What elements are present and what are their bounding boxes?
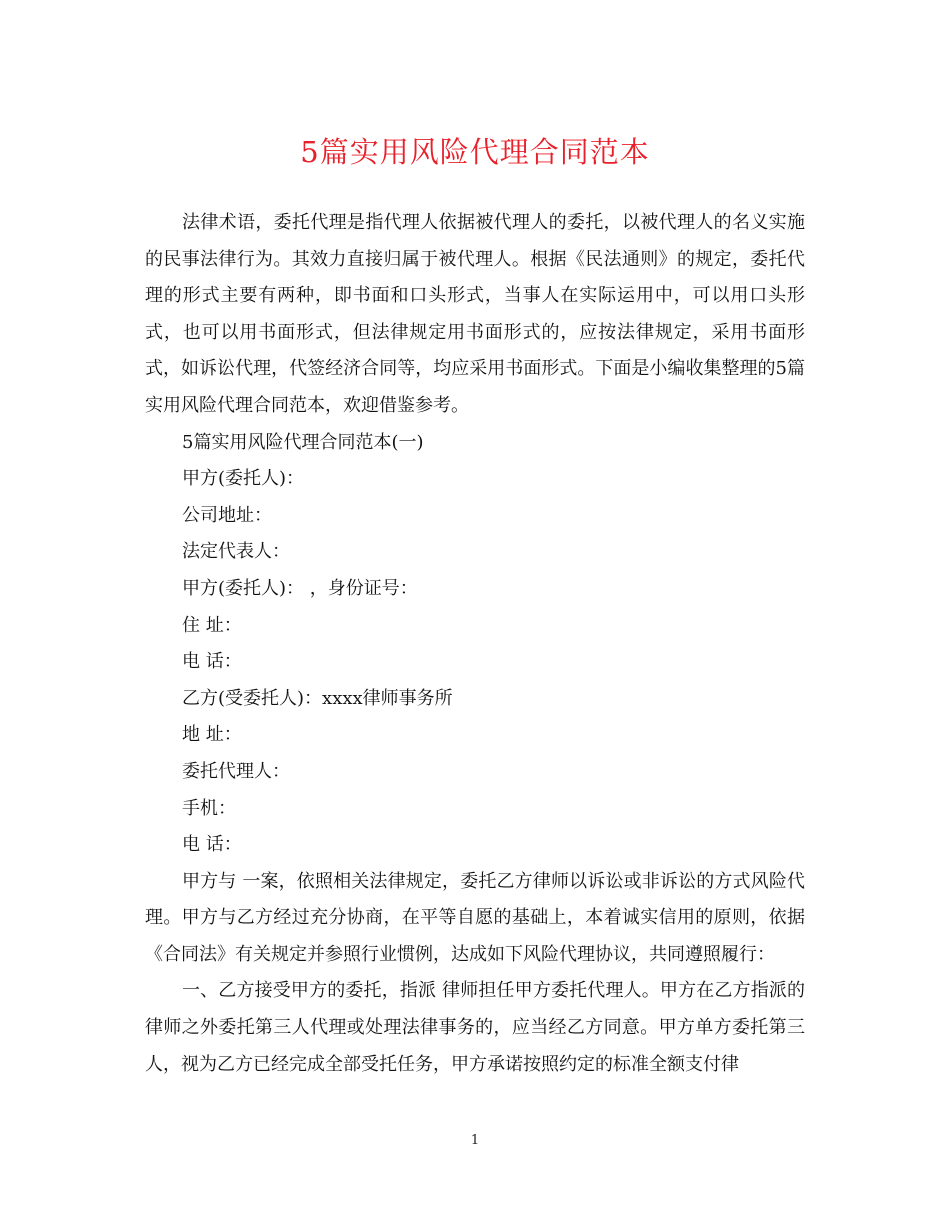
field-line: 手机：: [182, 797, 236, 819]
field-line: 甲方(委托人)： ，身份证号：: [182, 577, 418, 599]
clause-one-paragraph: 一、乙方接受甲方的委托，指派 律师担任甲方委托代理人。甲方在乙方指派的律师之外委托第三人代理或处理法律事务的，应当经乙方同意。甲方单方委托第三人，视为乙方已经完成全部受托任务，甲方承诺按照约定的标准全额支付律: [145, 980, 805, 1075]
field-line: 电 话：: [182, 651, 242, 673]
field-line: 电 话：: [182, 834, 242, 856]
document-title: 5篇实用风险代理合同范本: [300, 135, 650, 169]
field-line: 乙方(受委托人)：xxxx律师事务所: [182, 687, 453, 709]
intro-paragraph: 法律术语，委托代理是指代理人依据被代理人的委托，以被代理人的名义实施的民事法律行为。其效力直接归属于被代理人。根据《民法通则》的规定，委托代理的形式主要有两种，即书面和口头形式，当事人在实际运用中，可以用口头形式，也可以用书面形式，但法律规定用书面形式的，应按法律规定，采用书面形式，如诉讼代理，代签经济合同等，均应采用书面形式。下面是小编收集整理的5篇实用风险代理合同范本，欢迎借鉴参考。: [145, 212, 805, 416]
section-heading: 5篇实用风险代理合同范本(一): [182, 431, 424, 453]
field-line: 地 址：: [182, 724, 242, 746]
field-line: 委托代理人：: [182, 760, 290, 782]
field-line: 法定代表人：: [182, 541, 290, 563]
page-number: 1: [470, 1133, 480, 1148]
field-line: 甲方(委托人)：: [182, 468, 305, 490]
agreement-paragraph: 甲方与 一案，依照相关法律规定，委托乙方律师以诉讼或非诉讼的方式风险代理。甲方与乙方经过充分协商，在平等自愿的基础上，本着诚实信用的原则，依据《合同法》有关规定并参照行业惯例，达成如下风险代理协议，共同遵照履行：: [145, 870, 805, 965]
document-body: [145, 205, 805, 1083]
field-line: 公司地址：: [182, 504, 272, 526]
field-line: 住 址：: [182, 614, 242, 636]
